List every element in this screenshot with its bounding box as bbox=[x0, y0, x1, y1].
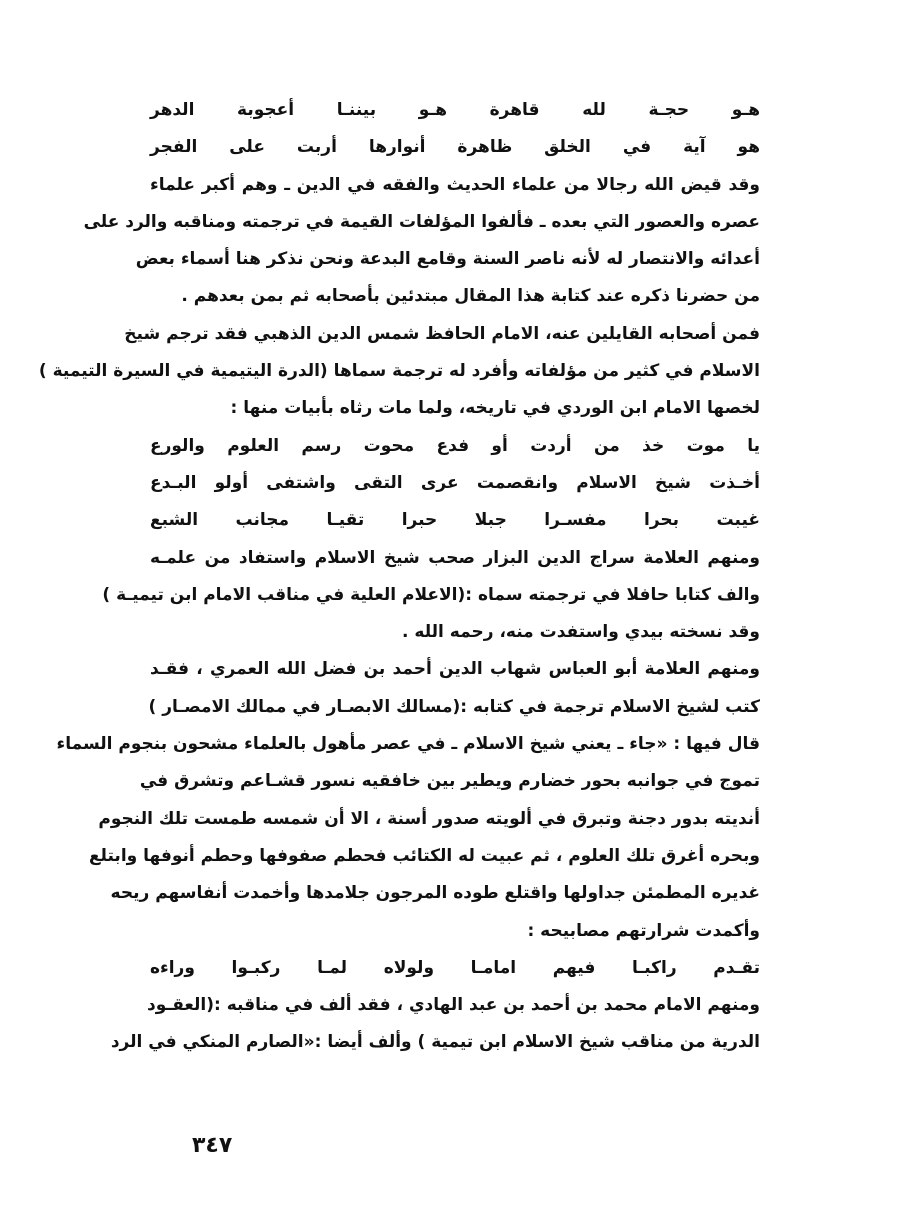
text-line: وقد قيض الله رجالا من علماء الحديث والفقه في الدين ـ وهم أكبر علماء bbox=[150, 174, 760, 195]
text-line: لخصها الامام ابن الوردي في تاريخه، ولما مات رثاه بأبيات منها : bbox=[230, 398, 760, 419]
text-line: عصره والعصور التي بعده ـ فألفوا المؤلفات القيمة في ترجمته ومناقبه والرد على bbox=[83, 211, 760, 232]
page-number: ٣٤٧ bbox=[192, 1133, 233, 1158]
text-line: ومنهم العلامة أبو العباس شهاب الدين أحمد بن فضل الله العمري ، فقـد bbox=[150, 659, 760, 680]
verse-line: غيبت بحرا مفسـرا جبلا حبرا تقيـا مجانب الشبع bbox=[150, 510, 760, 531]
text-line: أنديته بدور دجنة وتبرق في ألويته صدور أسنة ، الا أن شمسه طمست تلك النجوم bbox=[98, 808, 760, 829]
text-line: وقد نسخته بيدي واستفدت منه، رحمه الله . bbox=[402, 622, 760, 643]
text-line: ومنهم الامام محمد بن أحمد بن عبد الهادي ، فقد ألف في مناقبه :(العقـود bbox=[147, 995, 760, 1016]
text-line: قال فيها : «جاء ـ يعني شيخ الاسلام ـ في عصر مأهول بالعلماء مشحون بنجوم السماء bbox=[56, 734, 760, 755]
verse-line: هـو حجـة لله قاهرة هـو بيننـا أعجوبة الدهر bbox=[150, 100, 760, 120]
text-line: أعدائه والانتصار له لأنه ناصر السنة وقامع البدعة ونحن نذكر هنا أسماء بعض bbox=[135, 249, 760, 270]
verse-line: يا موت خذ من أردت أو فدع محوت رسم العلوم والورع bbox=[150, 435, 760, 456]
text-line: وبحره أغرق تلك العلوم ، ثم عبيت له الكتائب فحطم صفوفها وحطم أنوفها وابتلع bbox=[88, 845, 760, 866]
text-line: وأكمدت شرارتهم مصابيحه : bbox=[527, 920, 760, 941]
text-line: كتب لشيخ الاسلام ترجمة في كتابه :(مسالك الابصـار في ممالك الامصـار ) bbox=[148, 696, 760, 717]
verse-line: أخـذت شيخ الاسلام وانقصمت عرى التقى واشتفى أولو البـدع bbox=[150, 472, 760, 493]
text-line: ومنهم العلامة سراج الدين البزار صحب شيخ الاسلام واستفاد من علمـه bbox=[150, 547, 760, 568]
text-line: تموج في جوانبه بحور خضارم ويطير بين خافقيه نسور قشـاعم وتشرق في bbox=[139, 771, 760, 792]
text-line: الدرية من مناقب شيخ الاسلام ابن تيمية ) وألف أيضا :«الصارم المنكي في الرد bbox=[110, 1032, 760, 1053]
verse-line: تقـدم راكبـا فيهم امامـا ولولاه لمـا ركبـوا وراءه bbox=[150, 957, 760, 978]
text-line: من حضرنا ذكره عند كتابة هذا المقال مبتدئين بأصحابه ثم بمن بعدهم . bbox=[181, 286, 760, 307]
text-line: والف كتابا حافلا في ترجمته سماه :(الاعلام العلية في مناقب الامام ابن تيميـة ) bbox=[102, 584, 760, 605]
verse-line: هو آية في الخلق ظاهرة أنوارها أربت على الفجر bbox=[150, 137, 760, 158]
text-line: الاسلام في كثير من مؤلفاته وأفرد له ترجمة سماها (الدرة اليتيمية في السيرة التيمية ) bbox=[38, 361, 760, 382]
body-text bbox=[38, 92, 760, 1062]
text-line: فمن أصحابه القايلين عنه، الامام الحافظ شمس الدين الذهبي فقد ترجم شيخ bbox=[124, 323, 760, 344]
text-line: غديره المطمئن جداولها واقتلع طوده المرجون جلامدها وأخمدت أنفاسهم ريحه bbox=[110, 883, 760, 904]
